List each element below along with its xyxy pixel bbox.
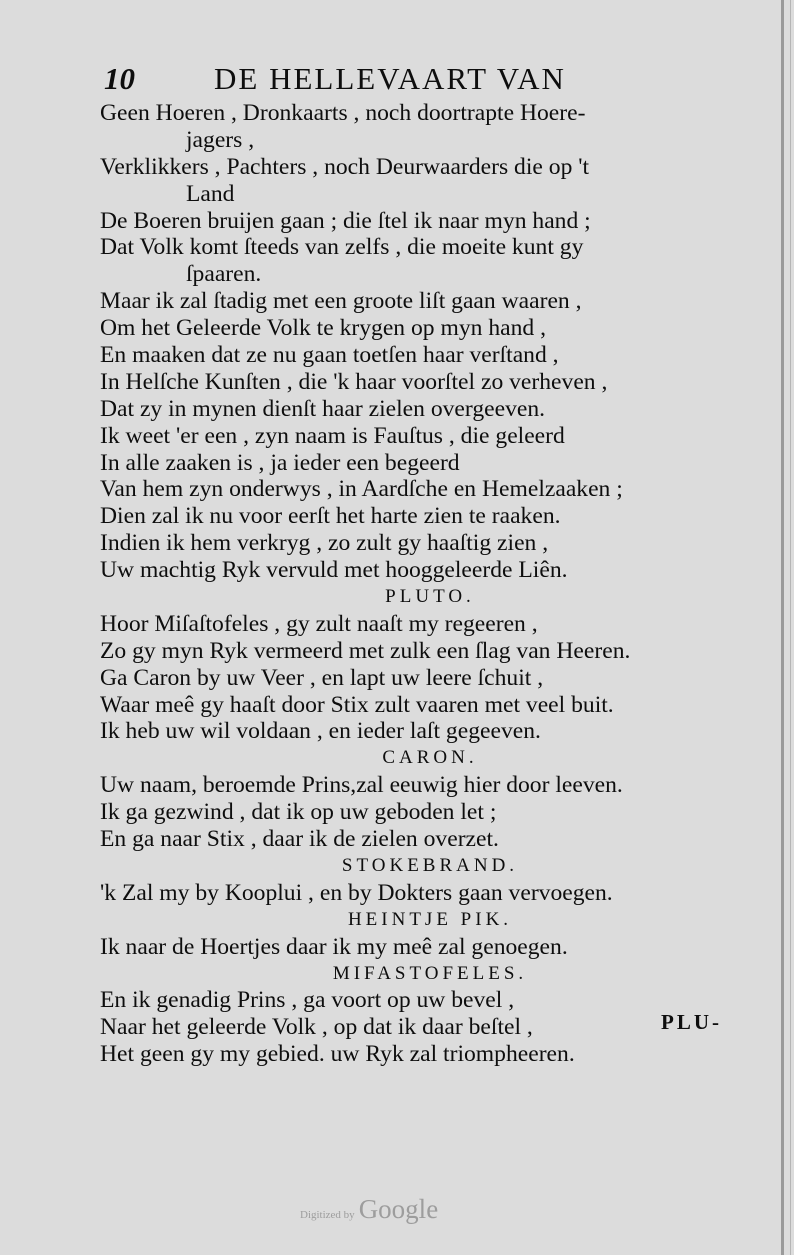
verse-line: Ik weet 'er een , zyn naam is Fauſtus , die geleerd: [100, 422, 565, 449]
verse-line: ſpaaren.: [186, 261, 262, 288]
verse-line: In Helſche Kunſten , die 'k haar voorſtel zo verheven ,: [100, 368, 608, 395]
verse-line: Uw machtig Ryk vervuld met hooggeleerde Liên.: [100, 557, 568, 584]
verse-line: Uw naam, beroemde Prins,zal eeuwig hier door leeven.: [100, 772, 623, 799]
verse-line: Dien zal ik nu voor eerſt het harte zien te raaken.: [100, 503, 561, 530]
verse-line: In alle zaaken is , ja ieder een begeerd: [100, 449, 460, 476]
watermark: [300, 1194, 438, 1225]
verse-line: En maaken dat ze nu gaan toetſen haar verſtand ,: [100, 342, 559, 369]
running-head: DE HELLEVAART VAN: [214, 61, 566, 96]
watermark-prefix: Digitized by: [300, 1209, 355, 1221]
verse-line: Dat Volk komt ſteeds van zelfs , die moeite kunt gy: [100, 234, 584, 261]
verse-line: Waar meê gy haaſt door Stix zult vaaren met veel buit.: [100, 691, 614, 718]
verse-line: Hoor Miſaſtofeles , gy zult naaſt my regeeren ,: [100, 610, 538, 637]
verse-line: Ik naar de Hoertjes daar ik my meê zal genoegen.: [100, 933, 568, 960]
verse-line: Zo gy myn Ryk vermeerd met zulk een ſlag van Heeren.: [100, 637, 631, 664]
verse-text: [100, 100, 760, 1068]
speaker-heading: MIFASTOFELES.: [332, 962, 528, 984]
verse-line: Ik heb uw wil voldaan , en ieder laſt gegeeven.: [100, 718, 541, 745]
speaker-heading: HEINTJE PIK.: [347, 908, 513, 930]
verse-line: Land: [186, 180, 235, 207]
verse-line: Ga Caron by uw Veer , en lapt uw leere ſchuit ,: [100, 664, 544, 691]
speaker-heading: STOKEBRAND.: [341, 854, 519, 876]
page-header: [104, 60, 664, 98]
speaker-heading: CARON.: [382, 747, 478, 769]
verse-line: Dat zy in mynen dienſt haar zielen overgeeven.: [100, 395, 546, 422]
verse-line: En ik genadig Prins , ga voort op uw bevel ,: [100, 987, 515, 1014]
verse-line: 'k Zal my by Kooplui , en by Dokters gaan vervoegen.: [100, 879, 613, 906]
verse-line: Het geen gy my gebied. uw Ryk zal triompheeren.: [100, 1041, 575, 1068]
verse-line: Naar het geleerde Volk , op dat ik daar beſtel ,: [100, 1014, 533, 1041]
page-edge: [781, 0, 784, 1255]
verse-line: Geen Hoeren , Dronkaarts , noch doortrapte Hoere-: [100, 100, 586, 126]
verse-line: Maar ik zal ſtadig met een groote liſt gaan waaren ,: [100, 288, 582, 315]
verse-line: Van hem zyn onderwys , in Aardſche en Hemelzaaken ;: [100, 476, 623, 503]
page-number: 10: [104, 61, 135, 96]
verse-line: jagers ,: [186, 126, 255, 153]
verse-line: Verklikkers , Pachters , noch Deurwaarders die op 't: [100, 153, 590, 180]
verse-line: Om het Geleerde Volk te krygen op myn hand ,: [100, 315, 546, 342]
verse-line: Indien ik hem verkryg , zo zult gy haaſtig zien ,: [100, 530, 549, 557]
verse-line: Ik ga gezwind , dat ik op uw geboden let ;: [100, 799, 497, 826]
catchword: PLU-: [661, 1010, 722, 1034]
watermark-logo: Google: [358, 1194, 439, 1224]
speaker-heading: PLUTO.: [385, 586, 475, 608]
page-edge-inner: [790, 0, 791, 1255]
verse-line: De Boeren bruijen gaan ; die ſtel ik naar myn hand ;: [100, 207, 591, 234]
verse-line: En ga naar Stix , daar ik de zielen overzet.: [100, 826, 499, 853]
